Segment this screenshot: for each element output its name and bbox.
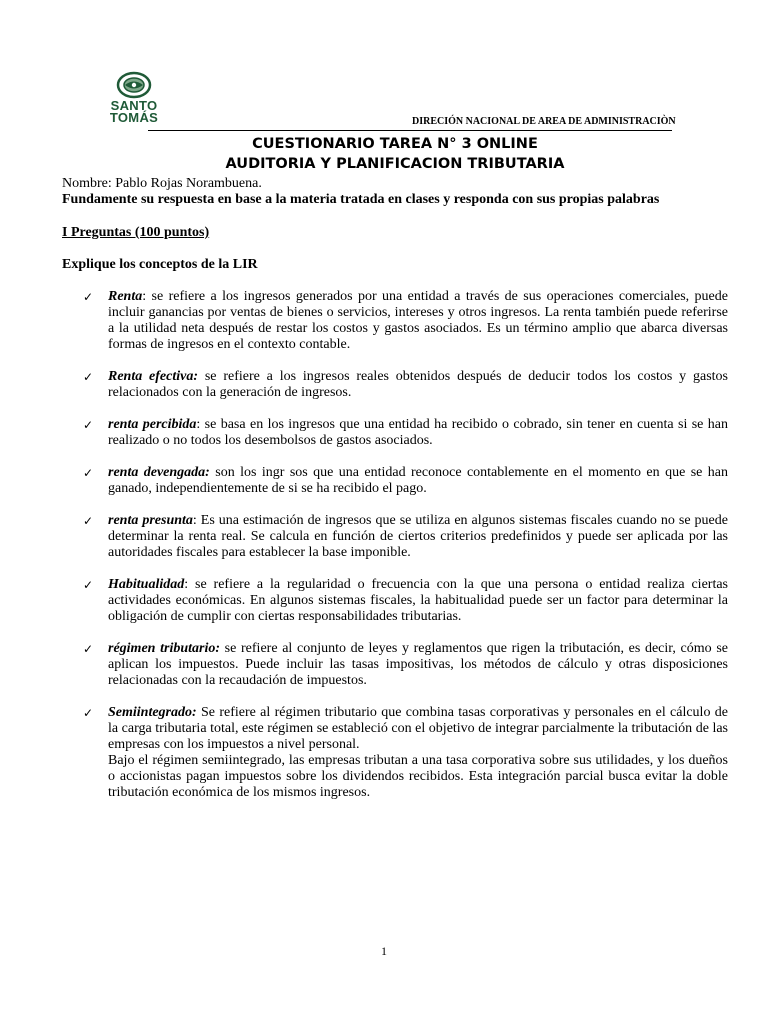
checkmark-icon: ✓	[83, 706, 94, 720]
student-name: Nombre: Pablo Rojas Norambuena.	[62, 176, 262, 191]
item-text: son los ingr sos que una entidad reconoce contablemente en el momento en que se han ganado, independientemente de si se ha recibido el pago.	[108, 465, 728, 496]
list-item	[0, 641, 768, 689]
logo-text-line1: SANTO	[110, 98, 158, 113]
item-term: régimen tributario:	[108, 641, 221, 656]
item-body	[108, 465, 728, 497]
checkmark-icon: ✓	[83, 642, 94, 656]
checkmark-icon: ✓	[83, 290, 94, 304]
checkmark-icon: ✓	[83, 578, 94, 592]
item-body	[108, 417, 728, 449]
item-term: Renta	[108, 289, 143, 304]
checkmark-icon: ✓	[83, 418, 94, 432]
item-text: Se refiere al régimen tributario que combina tasas corporativas y personales en el cálculo de la carga tributaria total, este régimen se estableció con el objetivo de integrar parcialmente la tributación de las empresas con los impuestos a nivel personal.	[108, 705, 728, 752]
page-number: 1	[381, 944, 387, 958]
list-item	[0, 577, 768, 625]
list-item	[0, 705, 768, 801]
document-title: CUESTIONARIO TAREA N° 3 ONLINE	[252, 136, 538, 152]
item-term: Renta efectiva:	[108, 369, 199, 384]
item-text: : se refiere a los ingresos generados por una entidad a través de sus operaciones comerciales, puede incluir ganancias por ventas de bienes o servicios, intereses y otros ingresos. La renta también puede referirse a la utilidad neta después de restar los costos y gastos asociados. Es un término amplio que abarca diversas formas de ingresos en el contexto contable.	[108, 289, 728, 352]
item-body	[108, 289, 728, 353]
list-item	[0, 417, 768, 449]
question-heading: Explique los conceptos de la LIR	[62, 257, 258, 272]
item-body	[108, 369, 728, 401]
list-item	[0, 289, 768, 353]
item-text: se refiere al conjunto de leyes y reglamentos que rigen la tributación, es decir, cómo se aplican los impuestos. Puede incluir las tasas impositivas, los métodos de cálculo y otras disposiciones relacionadas con la recaudación de impuestos.	[108, 641, 728, 688]
section-title: I Preguntas (100 puntos)	[62, 225, 210, 240]
item-body	[108, 577, 728, 625]
logo-emblem-icon	[104, 70, 164, 100]
item-term: Semiintegrado:	[108, 705, 197, 720]
logo-text-line2: TOMÁS	[109, 110, 159, 125]
checkmark-icon: ✓	[83, 370, 94, 384]
item-term: renta percibida	[108, 417, 197, 432]
item-extra-paragraph: Bajo el régimen semiintegrado, las empresas tributan a una tasa corporativa sobre sus utilidades, y los dueños o accionistas pagan impuestos sobre los dividendos recibidos. Esta integración parcial busca evitar la doble tributación económica de los mismos ingresos.	[108, 753, 728, 800]
item-text: : se refiere a la regularidad o frecuencia con la que una persona o entidad realiza ciertas actividades económicas. En algunos sistemas fiscales, la habitualidad puede ser un factor para determinar la obligación de cumplir con ciertas responsabilidades tributarias.	[108, 577, 728, 624]
item-text: : se basa en los ingresos que una entidad ha recibido o cobrado, sin tener en cuenta si se han realizado o no todos los desembolsos de gastos asociados.	[108, 417, 728, 448]
item-text: se refiere a los ingresos reales obtenidos después de deducir todos los costos y gastos relacionados con la generación de ingresos.	[108, 369, 729, 400]
list-item	[0, 465, 768, 497]
header-divider	[148, 130, 672, 131]
item-text: : Es una estimación de ingresos que se utiliza en algunos sistemas fiscales cuando no se puede determinar la renta real. Se calcula en función de ciertos criterios predefinidos y puede ser aplicada por las autoridades fiscales para establecer la base imponible.	[108, 513, 728, 560]
list-item	[0, 369, 768, 401]
header-direction: DIRECIÓN NACIONAL DE AREA DE ADMINISTRACIÒN	[412, 116, 676, 127]
item-term: renta presunta	[108, 513, 193, 528]
item-body	[108, 641, 728, 689]
checkmark-icon: ✓	[83, 466, 94, 480]
santo-tomas-logo	[104, 70, 164, 128]
item-body	[108, 705, 728, 753]
instructions: Fundamente su respuesta en base a la materia tratada en clases y responda con sus propias palabras	[62, 192, 660, 207]
list-item	[0, 513, 768, 561]
checkmark-icon: ✓	[83, 514, 94, 528]
item-term: Habitualidad	[108, 577, 185, 592]
document-subtitle: AUDITORIA Y PLANIFICACION TRIBUTARIA	[225, 156, 565, 172]
item-term: renta devengada:	[108, 465, 210, 480]
concept-list	[0, 289, 768, 817]
item-body	[108, 513, 728, 561]
